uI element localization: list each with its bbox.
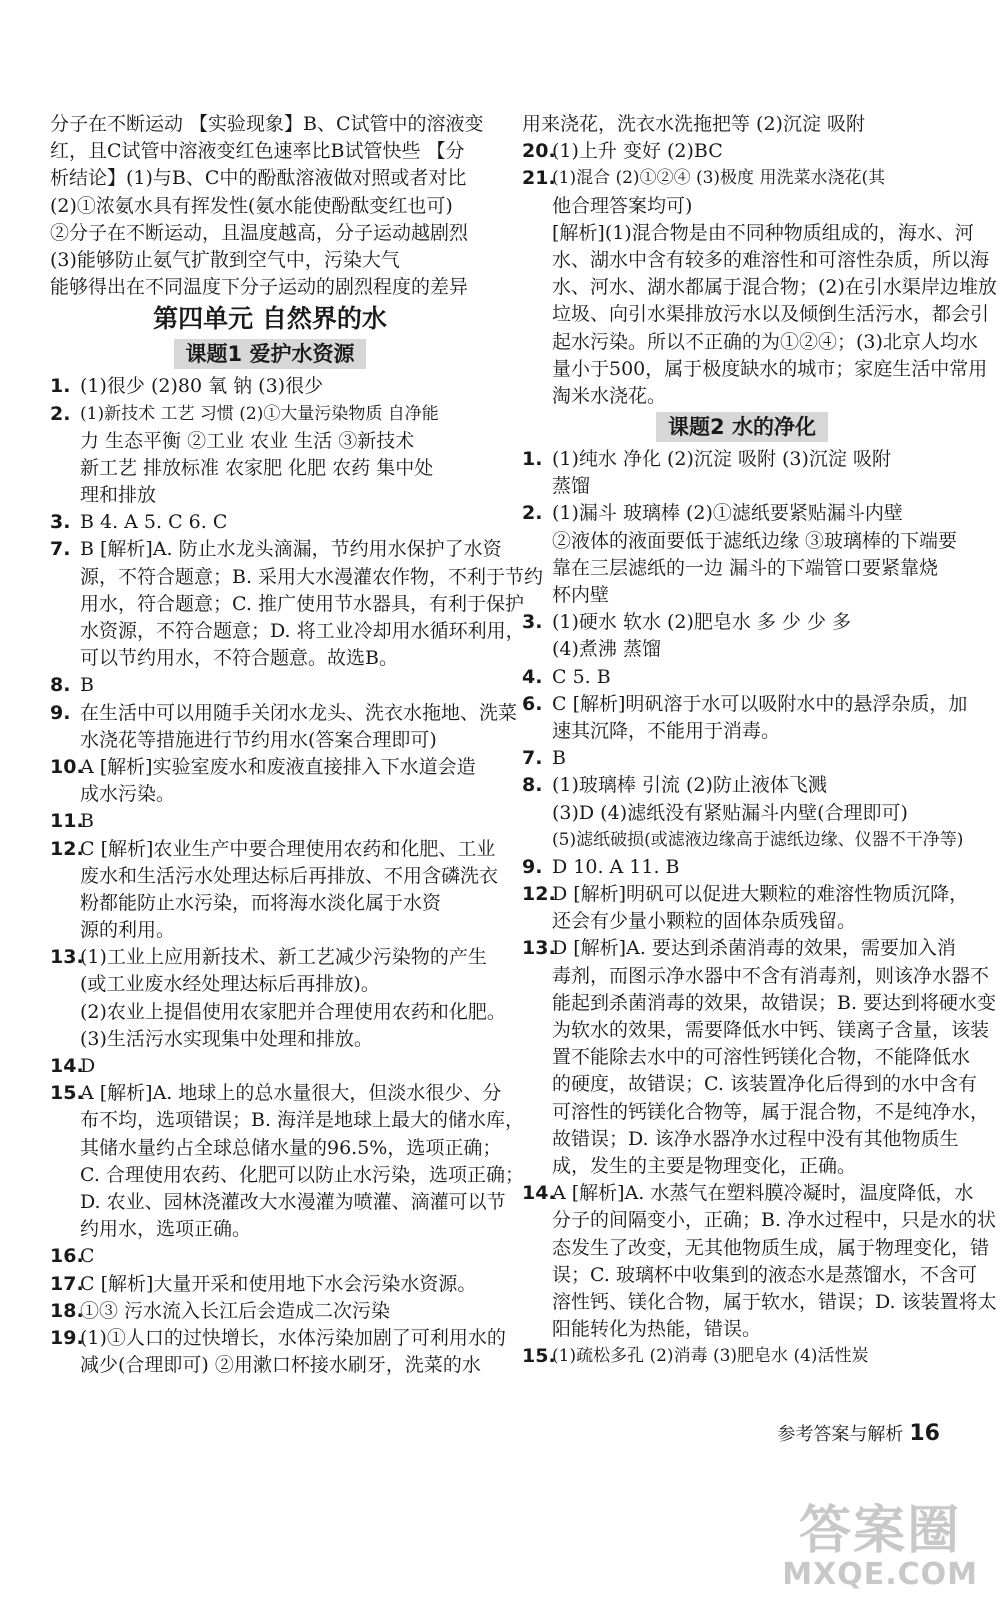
answer-line: D [解析]明矾可以促进大颗粒的难溶性物质沉降， — [552, 883, 969, 906]
answer-item — [50, 672, 490, 699]
question-number: 14. — [50, 1055, 84, 1077]
answer-item — [522, 691, 968, 745]
answer-line: D 10. A 11. B — [552, 855, 680, 878]
answer-item — [522, 165, 997, 410]
answer-line: (1)工业上应用新技术、新工艺减少污染物的产生 — [80, 946, 487, 969]
answer-line: 析结论】(1)与B、C中的酚酞溶液做对照或者对比 — [50, 167, 467, 190]
question-number: 3. — [50, 511, 71, 534]
question-number: 15. — [50, 1082, 84, 1105]
answer-line: 杯内壁 — [552, 584, 610, 606]
answer-item — [50, 509, 490, 536]
answer-line: 可以节约用水，不符合题意。故选B。 — [80, 647, 398, 670]
answer-line: 淘米水浇花。 — [552, 384, 667, 407]
watermark — [782, 1488, 978, 1592]
question-number: 17. — [50, 1272, 84, 1295]
answer-item — [50, 1243, 490, 1270]
answer-line: [解析](1)混合物是由不同种物质组成的，海水、河 — [552, 221, 974, 244]
answer-line: B — [552, 747, 566, 770]
answer-item — [50, 1271, 490, 1298]
answer-line: 源，不符合题意；B. 采用大水漫灌农作物，不利于节约 — [80, 565, 544, 588]
answer-item — [522, 935, 997, 1180]
answer-line: B [解析]A. 防止水龙头滴漏，节约用水保护了水资 — [80, 538, 502, 561]
answer-line: 可溶性的钙镁化合物等，属于混合物，不是纯净水， — [552, 1100, 990, 1123]
answer-line: 水、河水、湖水都属于混合物；(2)在引水渠岸边堆放 — [552, 276, 997, 299]
answer-line: D [解析]A. 要达到杀菌消毒的效果，需要加入消 — [552, 937, 956, 960]
question-number: 7. — [50, 538, 71, 561]
answer-line: 力 生态平衡 ②工业 农业 生活 ③新技术 — [80, 429, 415, 452]
answer-line: 溶性钙、镁化合物，属于软水，错误；D. 该装置将太 — [552, 1290, 997, 1313]
question-number: 13. — [50, 946, 84, 969]
answer-line: (1)①人口的过快增长，水体污染加剧了可利用水的 — [80, 1326, 506, 1349]
answer-line: 在生活中可以用随手关闭水龙头、洗衣水拖地、洗菜 — [80, 701, 518, 724]
answer-line: ①③ 污水流入长江后会造成二次污染 — [80, 1299, 391, 1322]
answer-item — [522, 664, 962, 691]
answer-line: 速其沉降，不能用于消毒。 — [552, 719, 781, 742]
answer-line: (1)玻璃棒 引流 (2)防止液体飞溅 — [552, 774, 827, 797]
answer-item — [522, 1343, 962, 1370]
answer-item — [50, 401, 490, 510]
answer-line: ②分子在不断运动，且温度越高，分子运动越剧烈 — [50, 221, 469, 244]
answer-line: 置不能除去水中的可溶性钙镁化合物，不能降低水 — [552, 1046, 971, 1069]
answer-line: (1)硬水 软水 (2)肥皂水 多 少 少 多 — [552, 611, 852, 634]
answer-line: (1)疏松多孔 (2)消毒 (3)肥皂水 (4)活性炭 — [552, 1346, 869, 1367]
answer-line: (2)①浓氨水具有挥发性(氨水能使酚酞变红也可) — [50, 194, 453, 217]
question-number: 20. — [522, 140, 556, 163]
answer-item — [522, 138, 962, 165]
answer-item — [50, 808, 490, 835]
answer-item — [522, 1180, 997, 1343]
answer-line: 减少(合理即可) ②用漱口杯接水刷牙，洗菜的水 — [80, 1354, 481, 1377]
answer-line: C [解析]大量开采和使用地下水会污染水资源。 — [80, 1272, 477, 1295]
answer-item — [50, 836, 499, 945]
answer-item — [50, 1053, 490, 1080]
question-number: 7. — [522, 747, 543, 770]
answer-line: C. 合理使用农药、化肥可以防止水污染，选项正确； — [80, 1163, 524, 1186]
answer-line: 约用水，选项正确。 — [80, 1218, 252, 1241]
answer-line: (1)很少 (2)80 氧 钠 (3)很少 — [80, 375, 324, 398]
lesson-title: 课题2 水的净化 — [656, 412, 828, 442]
answer-item — [522, 609, 962, 663]
answer-line: C 5. B — [552, 665, 611, 688]
answer-line: A [解析]实验室废水和废液直接排入下水道会造 — [80, 755, 476, 778]
answer-line: (3)能够防止氨气扩散到空气中，污染大气 — [50, 248, 400, 271]
question-number: 9. — [522, 855, 543, 878]
answer-line: 能够得出在不同温度下分子运动的剧烈程度的差异 — [50, 276, 469, 299]
answer-line: D — [80, 1055, 96, 1077]
answer-line: 蒸馏 — [552, 475, 591, 498]
answer-item — [50, 1298, 490, 1325]
answer-line: (或工业废水经处理达标后再排放)。 — [80, 973, 380, 996]
watermark-logo-text: 答案圈 — [799, 1501, 962, 1561]
answer-line: (1)新技术 工艺 习惯 (2)①大量污染物质 自净能 — [80, 403, 439, 424]
answer-line: 用水，符合题意；C. 推广使用节水器具，有利于保护 — [80, 592, 524, 615]
answer-line: 分子在不断运动 【实验现象】B、C试管中的溶液变 — [50, 113, 484, 135]
answer-item — [50, 1080, 525, 1243]
answer-line: A [解析]A. 地球上的总水量很大，但淡水很少、分 — [80, 1082, 502, 1105]
question-number: 12. — [522, 883, 556, 906]
watermark-url: MXQE.COM — [782, 1557, 978, 1592]
answer-item — [50, 944, 506, 1053]
answer-line: 毒剂，而图示净水器中不含有消毒剂，则该净水器不 — [552, 964, 990, 987]
answer-item — [522, 772, 962, 854]
answer-line: 误；C. 玻璃杯中收集到的液态水是蒸馏水，不含可 — [552, 1263, 977, 1286]
answer-line: (1)混合 (2)①②④ (3)极度 用洗菜水浇花(其 — [552, 168, 886, 189]
answer-line: 水浇花等措施进行节约用水(答案合理即可) — [80, 728, 437, 751]
answer-item — [522, 854, 962, 881]
answer-item — [522, 446, 962, 500]
answer-item — [50, 373, 490, 400]
question-number: 2. — [50, 402, 71, 425]
answer-line: (3)生活污水实现集中处理和排放。 — [80, 1027, 373, 1050]
question-number: 3. — [522, 611, 543, 634]
question-number: 8. — [50, 674, 71, 697]
answer-item — [50, 754, 490, 808]
answer-line: B 4. A 5. C 6. C — [80, 511, 228, 534]
answer-item — [50, 536, 544, 672]
question-number: 9. — [50, 701, 71, 724]
page-footer — [777, 1420, 940, 1446]
answer-line: 水资源，不符合题意；D. 将工业冷却用水循环利用， — [80, 620, 525, 642]
answer-line: 阳能转化为热能，错误。 — [552, 1318, 762, 1341]
right-column — [522, 111, 997, 1370]
answer-line: 红，且C试管中溶液变红色速率比B试管快些 【分 — [50, 140, 465, 163]
answer-item — [522, 500, 962, 609]
answer-line: A [解析]A. 水蒸气在塑料膜冷凝时，温度降低，水 — [552, 1182, 974, 1205]
answer-line: (1)纯水 净化 (2)沉淀 吸附 (3)沉淀 吸附 — [552, 448, 891, 471]
answer-line: 成水污染。 — [80, 783, 176, 806]
question-number: 21. — [522, 167, 556, 190]
answer-line: 废水和生活污水处理达标后再排放、不用含磷洗衣 — [80, 864, 499, 887]
answer-line: 量小于500，属于极度缺水的城市；家庭生活中常用 — [552, 357, 988, 380]
question-number: 1. — [522, 448, 543, 471]
question-number: 11. — [50, 810, 84, 833]
answer-line: 分子的间隔变小，正确；B. 净水过程中，只是水的状 — [552, 1209, 997, 1232]
answer-line: 用来浇花，洗衣水洗拖把等 (2)沉淀 吸附 — [522, 113, 865, 135]
answer-line: C [解析]农业生产中要合理使用农药和化肥、工业 — [80, 837, 496, 860]
lesson-title: 课题1 爱护水资源 — [174, 339, 367, 369]
answer-line: ②液体的液面要低于滤纸边缘 ③玻璃棒的下端要 — [552, 529, 958, 552]
answer-line: 垃圾、向引水渠排放污水以及倾倒生活污水，都会引 — [552, 303, 990, 326]
question-number: 12. — [50, 837, 84, 860]
question-number: 18. — [50, 1299, 84, 1322]
answer-line: 他合理答案均可) — [552, 194, 693, 217]
answer-line: 为软水的效果，需要降低水中钙、镁离子含量，该装 — [552, 1019, 990, 1041]
answer-line: D. 农业、园林浇灌改大水漫灌为喷灌、滴灌可以节 — [80, 1190, 506, 1213]
question-number: 4. — [522, 665, 543, 688]
answer-line: 靠在三层滤纸的一边 漏斗的下端管口要紧靠烧 — [552, 556, 939, 579]
answer-line: C [解析]明矾溶于水可以吸附水中的悬浮杂质，加 — [552, 692, 968, 715]
answer-line: (1)漏斗 玻璃棒 (2)①滤纸要紧贴漏斗内壁 — [552, 502, 903, 525]
answer-line: (2)农业上提倡使用农家肥并合理使用农药和化肥。 — [80, 1000, 506, 1023]
answer-item — [522, 745, 962, 772]
answer-line: (3)D (4)滤纸没有紧贴漏斗内壁(合理即可) — [552, 801, 908, 824]
answer-line: 源的利用。 — [80, 919, 176, 942]
question-number: 13. — [522, 937, 556, 960]
answer-line: 布不均，选项错误；B. 海洋是地球上最大的储水库， — [80, 1109, 525, 1132]
question-number: 6. — [522, 692, 543, 715]
answer-line: 粉都能防止水污染，而将海水淡化属于水资 — [80, 891, 442, 914]
lesson-heading — [522, 410, 962, 446]
question-number: 19. — [50, 1326, 84, 1349]
answer-line: (4)煮沸 蒸馏 — [552, 638, 661, 661]
question-number: 14. — [522, 1182, 556, 1205]
unit-heading: 第四单元 自然界的水 — [153, 304, 387, 334]
question-number: 1. — [50, 375, 71, 398]
answer-line: (1)上升 变好 (2)BC — [552, 140, 723, 163]
question-number: 16. — [50, 1245, 84, 1268]
answer-line: B — [80, 674, 94, 697]
answer-line: 故错误；D. 该净水器净水过程中没有其他物质生 — [552, 1127, 959, 1150]
question-number: 10. — [50, 755, 84, 778]
answer-line: 其储水量约占全球总储水量的96.5%，选项正确； — [80, 1136, 502, 1159]
lesson-heading — [50, 337, 490, 373]
answer-line: 新工艺 排放标准 农家肥 化肥 农药 集中处 — [80, 456, 434, 479]
answer-item — [522, 881, 969, 935]
answer-line: (5)滤纸破损(或滤液边缘高于滤纸边缘、仪器不干净等) — [552, 829, 964, 850]
answer-line: C — [80, 1245, 95, 1268]
answer-line: B — [80, 810, 94, 833]
answer-line: 起水污染。所以不正确的为①②④；(3)北京人均水 — [552, 330, 978, 353]
answer-item — [50, 700, 518, 754]
footer-label: 参考答案与解析 — [777, 1424, 904, 1445]
question-number: 15. — [522, 1345, 556, 1368]
answer-line: 态发生了改变，无其他物质生成，属于物理变化，错 — [552, 1236, 990, 1259]
answer-line: 能起到杀菌消毒的效果，故错误；B. 要达到将硬水变 — [552, 991, 997, 1014]
answer-line: 成，发生的主要是物理变化，正确。 — [552, 1154, 857, 1177]
answer-line: 水、湖水中含有较多的难溶性和可溶性杂质，所以海 — [552, 248, 990, 271]
question-number: 8. — [522, 774, 543, 797]
answer-line: 还会有少量小颗粒的固体杂质残留。 — [552, 910, 857, 933]
page-number: 16 — [909, 1421, 940, 1446]
question-number: 2. — [522, 502, 543, 525]
answer-line: 的硬度，故错误；C. 该装置净化后得到的水中含有 — [552, 1073, 977, 1096]
answer-line: 理和排放 — [80, 484, 157, 507]
answer-item — [50, 1325, 506, 1379]
